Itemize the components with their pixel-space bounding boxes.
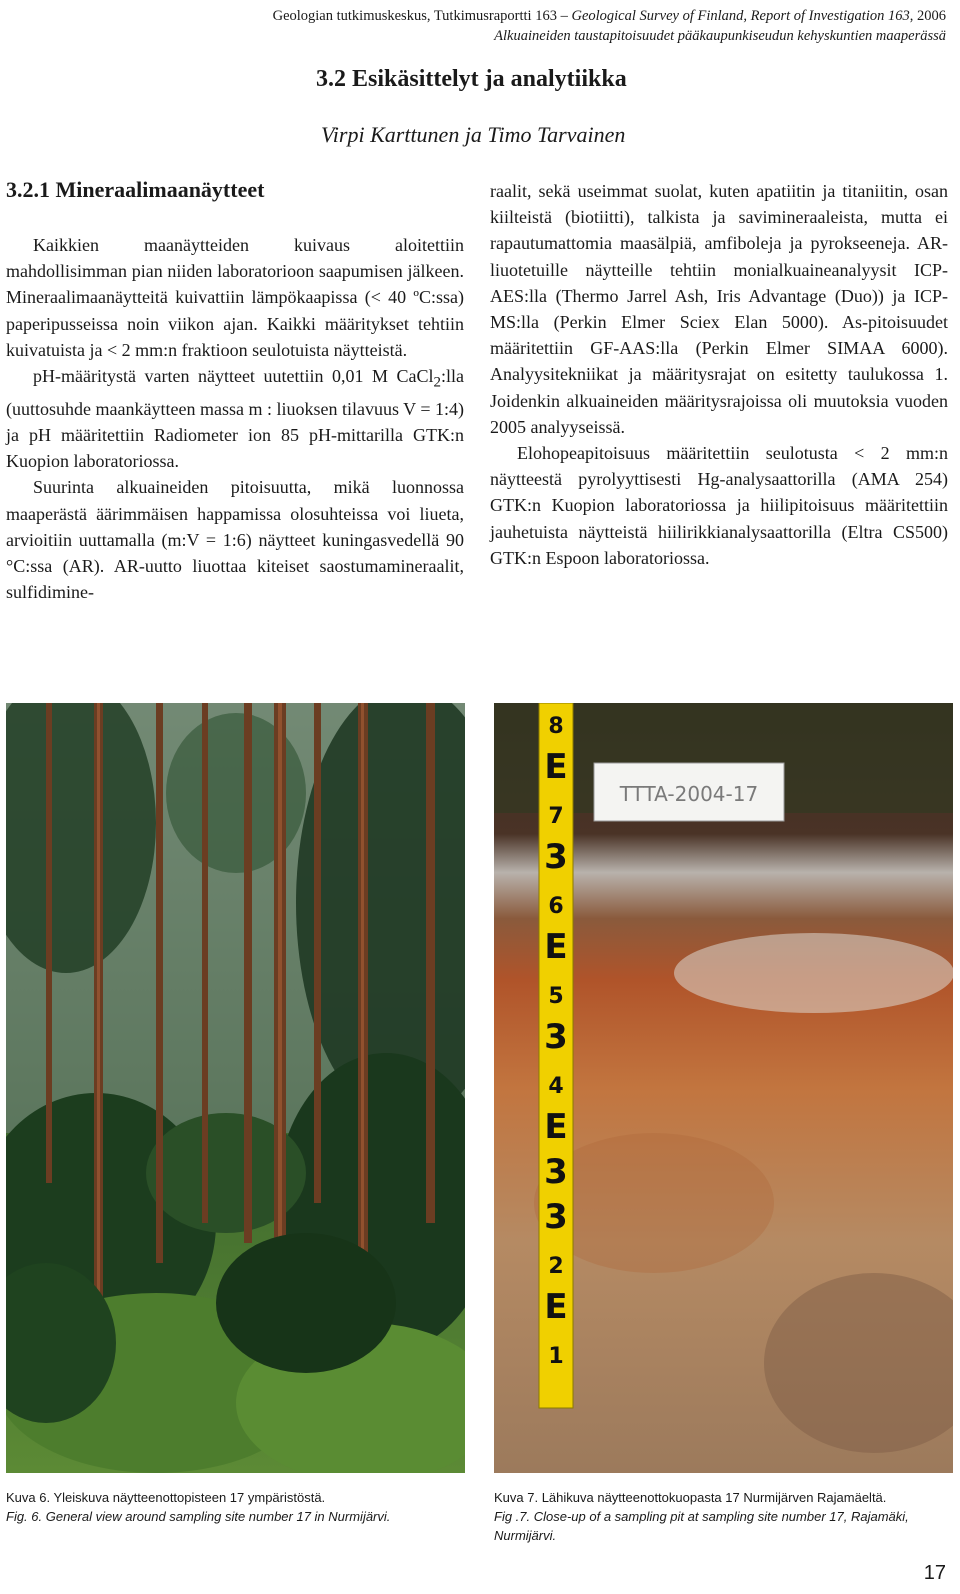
section-authors: Virpi Karttunen ja Timo Tarvainen [321,122,626,147]
forest-photo-image [6,703,465,1473]
ruler-mark: 8 [548,714,564,739]
caption-figure-6-fi: Kuva 6. Yleiskuva näytteenottopisteen 17 ympäristöstä. [6,1490,326,1505]
sample-label: TTTA-2004-17 [619,782,759,806]
running-header [273,6,946,46]
ruler-mark: E [544,1287,568,1327]
soil-pit-photo [494,703,953,1473]
subsection-title: 3.2.1 Mineraalimaanäytteet [6,177,265,202]
header-line-1: Geologian tutkimuskeskus, Tutkimusraportti 163 – Geological Survey of Finland, Report of Investigation 163, 2006 [272,8,946,24]
page-number: 17 [923,1562,946,1584]
paragraph-minerals: raalit, sekä useimmat suolat, kuten apatiitin ja titaniitin, osan kiilteistä (biotiitti), talkista ja savimineraaleista, mutta ei rapautumattomia maasälpiä, amfiboleja ja pyrokseeneja. AR-liuotetuille näytteille tehtiin monialkuaineanalyysit ICP-AES:lla (Thermo Jarrel Ash, Iris Advantage (Duo)) ja ICP-MS:lla (Perkin Elmer Sciex Elan 5000). As-pitoisuudet määritettiin GF-AAS:lla (Perkin Elmer SIMAA 6000). Analyysitekniikat ja määritysrajat on esitetty taulukossa 1. Joidenkin alkuaineiden määritysrajoissa oli muutoksia vuoden 2005 analyyseissä. [490,181,948,437]
forest-photo [6,703,465,1473]
ruler-mark: 5 [548,984,564,1009]
ruler-mark: E [544,747,568,787]
ruler-mark: 3 [544,1152,568,1192]
ruler-mark: 1 [548,1344,564,1369]
ruler-mark: 3 [544,1017,568,1057]
section-title: 3.2 Esikäsittelyt ja analytiikka [316,66,627,92]
paragraph-drying: Kaikkien maanäytteiden kuivaus aloitettiin mahdollisimman pian niiden laboratorioon saapumisen jälkeen. Mineraalimaanäytteitä kuivattiin lämpökaapissa (< 40 ºC:ssa) paperipusseissa noin viikon ajan. Kaikki määritykset tehtiin kuivatuista ja < 2 mm:n fraktioon seulotuista näytteistä. [6,235,464,360]
caption-figure-6 [6,1488,465,1526]
ruler-mark: 3 [544,1197,568,1237]
right-text-column [490,178,948,571]
ruler-mark: 7 [548,804,564,829]
ruler-mark: E [544,1107,568,1147]
ruler-mark: 3 [544,837,568,877]
caption-figure-7-fi: Kuva 7. Lähikuva näytteenottokuopasta 17 Nurmijärven Rajamäeltä. [494,1490,887,1505]
ruler-mark: 4 [548,1074,564,1099]
ruler-mark: 6 [548,894,564,919]
left-text-column [6,232,464,605]
soil-pit-photo-image [494,703,953,1473]
paragraph-aqua-regia: Suurinta alkuaineiden pitoisuutta, mikä luonnossa maaperästä äärimmäisen happamissa olosuhteissa voi liueta, arvioitiin uuttamalla (m:V = 1:6) näytteet kuningasvedellä 90 °C:ssa (AR). AR-uutto liuottaa kiteiset saostumamineraalit, sulfidimine- [6,477,464,603]
caption-figure-7 [494,1488,953,1545]
caption-figure-7-en: Fig .7. Close-up of a sampling pit at sampling site number 17, Rajamäki, Nurmijärvi. [494,1509,909,1543]
header-line-2: Alkuaineiden taustapitoisuudet pääkaupunkiseudun kehyskuntien maaperässä [494,28,946,44]
ruler-mark: E [544,927,568,967]
paragraph-ph: pH-määritystä varten näytteet uutettiin 0,01 M CaCl$_2$:lla (uuttosuhde maankäytteen massa m : liuoksen tilavuus V = 1:4) ja pH määritettiin Radiometer ion 85 pH-mittarilla GTK:n Kuopion laboratoriossa. [6,366,464,472]
caption-figure-6-en: Fig. 6. General view around sampling site number 17 in Nurmijärvi. [6,1509,391,1524]
ruler-mark: 2 [548,1254,564,1279]
paragraph-mercury: Elohopeapitoisuus määritettiin seulotusta < 2 mm:n näytteestä pyrolyyttisesti Hg-analysaattorilla (AMA 254) GTK:n Kuopion laboratoriossa ja hiilipitoisuus määritettiin jauhetuista näytteistä hiilirikkianalysaattorilla (Eltra CS500) GTK:n Espoon laboratoriossa. [490,443,948,568]
